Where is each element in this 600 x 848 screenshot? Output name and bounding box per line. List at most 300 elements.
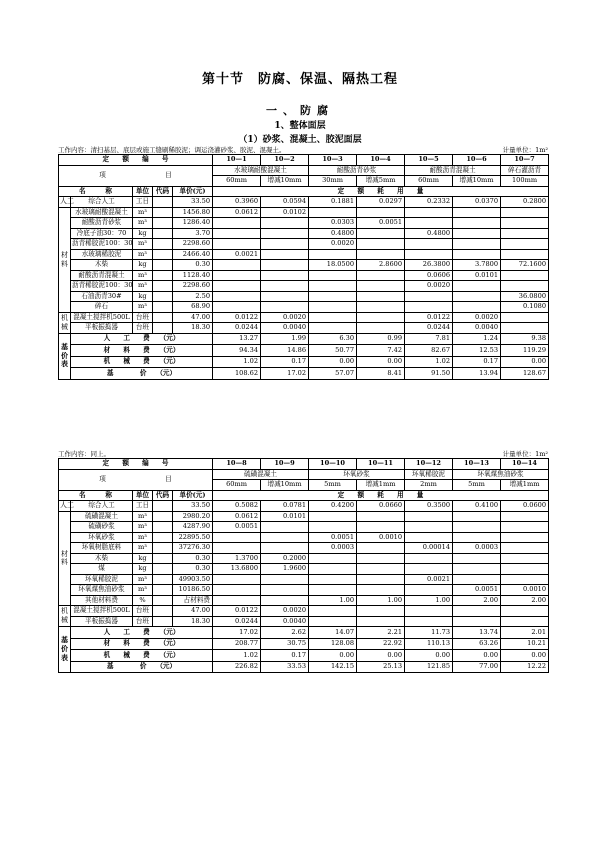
row-material: [59, 511, 549, 522]
item-group: 碎石灌沥青: [501, 165, 549, 176]
resource-price: 2466.40: [173, 249, 213, 260]
row-material: [59, 532, 549, 543]
base-value: 0.00: [309, 650, 357, 662]
consumption-value: 0.4800: [309, 228, 357, 239]
consumption-value: 0.1080: [501, 302, 549, 313]
base-value: 0.99: [357, 333, 405, 345]
consumption-value: 0.2800: [501, 197, 549, 208]
resource-name: 环氧砂浆: [71, 532, 133, 543]
header-code: 代码: [153, 186, 173, 197]
consumption-value: [213, 239, 261, 250]
base-value: 0.00: [501, 356, 549, 368]
consumption-value: [501, 606, 549, 617]
consumption-value: 0.0040: [261, 323, 309, 334]
resource-unit: m³: [133, 574, 153, 585]
consumption-value: [453, 228, 501, 239]
consumption-value: [309, 522, 357, 533]
resource-name: 沥青稀胶泥100：30: [72, 281, 133, 290]
base-value: 13.27: [213, 333, 261, 345]
consumption-value: 0.0594: [261, 197, 309, 208]
category-material: 材 料: [59, 207, 71, 312]
consumption-value: [213, 291, 261, 302]
consumption-value: [309, 207, 357, 218]
row-base-price: [59, 661, 549, 673]
consumption-value: 26.3800: [405, 260, 453, 271]
item-sub: 增减5mm: [357, 176, 405, 187]
resource-name: 环氧稀胶泥: [71, 574, 133, 585]
subtitle-anticorrosion: 一、防腐: [266, 104, 334, 117]
quota-code: 10—8: [213, 459, 261, 470]
consumption-value: [261, 585, 309, 596]
consumption-value: 0.1881: [309, 197, 357, 208]
resource-unit: 台班: [133, 606, 153, 617]
consumption-value: [261, 302, 309, 313]
row-machine: [59, 312, 549, 323]
quota-code: 10—12: [405, 459, 453, 470]
consumption-value: 0.0122: [405, 312, 453, 323]
consumption-value: 1.00: [405, 595, 453, 606]
item-sub: 5mm: [453, 480, 501, 491]
consumption-value: 2.8600: [357, 260, 405, 271]
resource-code: [153, 197, 173, 208]
consumption-value: [309, 553, 357, 564]
base-value: 2.01: [501, 627, 549, 639]
quota-code: 10—4: [357, 155, 405, 166]
base-value: 208.77: [213, 638, 261, 650]
resource-price: 2298.60: [173, 281, 213, 292]
quota-code: 10—10: [309, 459, 357, 470]
quota-table-2: [58, 458, 549, 673]
resource-code: [153, 249, 173, 260]
consumption-value: 13.6800: [213, 564, 261, 575]
consumption-value: [405, 239, 453, 250]
consumption-value: [453, 207, 501, 218]
consumption-value: 0.0600: [501, 501, 549, 512]
base-value: 108.62: [213, 368, 261, 380]
row-material: [59, 522, 549, 533]
consumption-value: 0.0101: [453, 270, 501, 281]
consumption-value: [501, 532, 549, 543]
consumption-value: [501, 270, 549, 281]
resource-price: 3.70: [173, 228, 213, 239]
item-sub: 60mm: [213, 176, 261, 187]
category-base-price: 基 价 表: [59, 333, 71, 379]
consumption-value: [261, 281, 309, 292]
consumption-value: [357, 207, 405, 218]
resource-price: 33.50: [173, 197, 213, 208]
consumption-value: 0.3960: [213, 197, 261, 208]
base-label: 材 料 费 （元）: [71, 638, 213, 650]
consumption-value: 18.0500: [309, 260, 357, 271]
resource-name: 混凝土搅拌机500L: [71, 312, 133, 323]
consumption-value: 0.0370: [453, 197, 501, 208]
consumption-value: [309, 270, 357, 281]
consumption-value: 0.0020: [405, 281, 453, 292]
header-quota-number: 定 额 编 号: [59, 155, 213, 166]
consumption-value: [309, 312, 357, 323]
row-material: [59, 207, 549, 218]
quota-code: 10—6: [453, 155, 501, 166]
quota-code: 10—14: [501, 459, 549, 470]
resource-price: 47.00: [173, 606, 213, 617]
consumption-value: 36.0800: [501, 291, 549, 302]
consumption-value: [309, 249, 357, 260]
base-value: 10.21: [501, 638, 549, 650]
consumption-value: [357, 616, 405, 627]
item-sub: 增减10mm: [453, 176, 501, 187]
consumption-value: 0.0297: [357, 197, 405, 208]
consumption-value: [309, 564, 357, 575]
resource-price: 37276.30: [173, 543, 213, 554]
item-sub: 30mm: [309, 176, 357, 187]
item-sub: 60mm: [405, 176, 453, 187]
row-material: [59, 260, 549, 271]
consumption-value: 0.2332: [405, 197, 453, 208]
subtitle-overall-surface: 1、整体面层: [274, 121, 326, 131]
consumption-value: [405, 218, 453, 229]
row-material: [59, 543, 549, 554]
consumption-value: [405, 606, 453, 617]
consumption-value: [357, 585, 405, 596]
consumption-value: [453, 218, 501, 229]
row-base-price: [59, 368, 549, 380]
base-value: 226.82: [213, 661, 261, 673]
consumption-value: [309, 291, 357, 302]
consumption-value: 1.9600: [261, 564, 309, 575]
consumption-value: [357, 302, 405, 313]
consumption-value: [357, 239, 405, 250]
subtitle-mortar-surface: （1）砂浆、混凝土、胶泥面层: [238, 135, 362, 145]
consumption-value: [501, 218, 549, 229]
header-name: 名 称: [59, 490, 133, 501]
consumption-value: [213, 228, 261, 239]
consumption-value: [309, 585, 357, 596]
resource-price: 4287.90: [173, 522, 213, 533]
resource-price: 1128.40: [173, 270, 213, 281]
consumption-value: 0.0101: [261, 511, 309, 522]
consumption-value: 1.00: [309, 595, 357, 606]
consumption-value: 1.3700: [213, 553, 261, 564]
consumption-value: [501, 574, 549, 585]
consumption-value: [309, 616, 357, 627]
consumption-value: [357, 291, 405, 302]
resource-unit: 工日: [133, 197, 153, 208]
header-unit: 单位: [133, 186, 153, 197]
row-material: [59, 239, 549, 250]
base-label: 人 工 费 （元）: [71, 627, 213, 639]
resource-price: 33.50: [173, 501, 213, 512]
resource-unit: m³: [133, 585, 153, 596]
quota-code: 10—11: [357, 459, 405, 470]
consumption-value: [261, 270, 309, 281]
consumption-value: [405, 302, 453, 313]
consumption-value: 0.0020: [453, 312, 501, 323]
row-material: [59, 553, 549, 564]
category-labor: 人工: [60, 501, 74, 510]
item-sub: 5mm: [309, 480, 357, 491]
base-value: 14.07: [309, 627, 357, 639]
consumption-value: 0.0003: [453, 543, 501, 554]
resource-code: [153, 239, 173, 250]
consumption-value: [501, 511, 549, 522]
item-sub: 增减10mm: [261, 176, 309, 187]
row-base-price: [59, 638, 549, 650]
consumption-value: [501, 616, 549, 627]
consumption-value: [501, 312, 549, 323]
resource-name: 综合人工: [71, 197, 133, 208]
resource-unit: m³: [133, 532, 153, 543]
consumption-value: [405, 207, 453, 218]
item-sub: 60mm: [213, 480, 261, 491]
consumption-value: [501, 323, 549, 334]
consumption-value: 0.0612: [213, 207, 261, 218]
consumption-value: [405, 511, 453, 522]
measure-unit: 计量单位：1m²: [502, 146, 548, 154]
consumption-value: [405, 616, 453, 627]
base-value: 0.00: [501, 650, 549, 662]
resource-price: 2298.60: [173, 239, 213, 250]
row-material: [59, 595, 549, 606]
work-content-1: [58, 145, 548, 154]
resource-unit: m³: [133, 270, 153, 281]
consumption-value: [213, 532, 261, 543]
resource-unit: kg: [133, 553, 153, 564]
item-sub: 2mm: [405, 480, 453, 491]
resource-unit: kg: [133, 228, 153, 239]
resource-name: 冷底子油30：70: [71, 228, 133, 239]
consumption-value: [453, 249, 501, 260]
item-group: 耐酸沥青砂浆: [309, 165, 405, 176]
consumption-value: [213, 281, 261, 292]
consumption-value: [309, 281, 357, 292]
row-material: [59, 281, 549, 292]
resource-code: [153, 574, 173, 585]
consumption-value: 0.0244: [405, 323, 453, 334]
consumption-value: [405, 564, 453, 575]
resource-price: 1456.80: [173, 207, 213, 218]
resource-code: [153, 260, 173, 271]
base-value: 8.41: [357, 368, 405, 380]
resource-code: [153, 543, 173, 554]
resource-price: 10186.50: [173, 585, 213, 596]
base-value: 1.02: [213, 650, 261, 662]
base-value: 128.08: [309, 638, 357, 650]
consumption-value: [213, 585, 261, 596]
consumption-value: 0.0021: [213, 249, 261, 260]
consumption-value: [213, 270, 261, 281]
resource-code: [153, 501, 173, 512]
consumption-value: [357, 606, 405, 617]
resource-code: [153, 228, 173, 239]
consumption-value: [405, 585, 453, 596]
consumption-value: [261, 522, 309, 533]
row-labor: [59, 501, 549, 512]
base-value: 11.73: [405, 627, 453, 639]
header-item: 项 目: [59, 469, 213, 490]
base-value: 17.02: [261, 368, 309, 380]
base-value: 25.13: [357, 661, 405, 673]
base-value: 1.24: [453, 333, 501, 345]
item-sub: 增减1mm: [501, 480, 549, 491]
base-value: 0.17: [453, 356, 501, 368]
resource-code: [153, 616, 173, 627]
consumption-value: 0.2000: [261, 553, 309, 564]
consumption-value: [453, 281, 501, 292]
resource-price: 0.30: [173, 564, 213, 575]
row-base-price: [59, 356, 549, 368]
resource-unit: m³: [133, 249, 153, 260]
consumption-value: 3.7800: [453, 260, 501, 271]
resource-name: 平板振捣器: [71, 323, 133, 334]
resource-code: [153, 302, 173, 313]
resource-code: [153, 532, 173, 543]
resource-unit: m³: [133, 281, 153, 292]
header-row-codes: [59, 155, 549, 166]
category-machine: 机 械: [59, 312, 71, 333]
resource-unit: kg: [133, 260, 153, 271]
resource-name: 硫磺混凝土: [71, 511, 133, 522]
consumption-value: 0.0303: [309, 218, 357, 229]
consumption-value: [261, 260, 309, 271]
consumption-value: [501, 228, 549, 239]
consumption-value: [309, 606, 357, 617]
base-value: 1.02: [405, 356, 453, 368]
consumption-value: 72.1600: [501, 260, 549, 271]
consumption-value: [453, 532, 501, 543]
consumption-value: 0.0010: [501, 585, 549, 596]
base-value: 110.13: [405, 638, 453, 650]
base-value: 7.81: [405, 333, 453, 345]
row-machine: [59, 616, 549, 627]
consumption-value: [213, 218, 261, 229]
resource-unit: %: [133, 595, 153, 606]
consumption-value: 0.00014: [405, 543, 453, 554]
consumption-value: 0.0020: [261, 606, 309, 617]
resource-unit: kg: [133, 291, 153, 302]
base-value: 0.00: [357, 356, 405, 368]
base-value: 0.00: [357, 650, 405, 662]
consumption-value: [357, 270, 405, 281]
base-value: 30.75: [261, 638, 309, 650]
resource-name: 木柴: [71, 553, 133, 564]
header-item: 项 目: [59, 165, 213, 186]
base-value: 0.17: [261, 356, 309, 368]
item-group: 环氧稀胶泥: [405, 469, 453, 480]
item-group: 环氧煤焦油砂浆: [453, 469, 549, 480]
consumption-value: 0.0102: [261, 207, 309, 218]
base-value: 0.00: [405, 650, 453, 662]
base-value: 119.29: [501, 345, 549, 357]
consumption-value: [357, 574, 405, 585]
row-material: [59, 574, 549, 585]
base-value: 6.30: [309, 333, 357, 345]
consumption-value: [213, 595, 261, 606]
consumption-value: [501, 553, 549, 564]
consumption-value: [357, 543, 405, 554]
consumption-value: 0.0021: [405, 574, 453, 585]
resource-unit: m³: [133, 218, 153, 229]
resource-unit: m³: [133, 543, 153, 554]
consumption-value: [405, 553, 453, 564]
item-sub: 增减1mm: [357, 480, 405, 491]
header-price: 单价(元): [173, 186, 213, 197]
consumption-value: 0.4200: [309, 501, 357, 512]
consumption-value: 0.0606: [405, 270, 453, 281]
base-label: 机 械 费 （元）: [71, 356, 213, 368]
item-group: 硫磺混凝土: [213, 469, 309, 480]
header-name: 名 称: [59, 186, 133, 197]
consumption-value: [357, 228, 405, 239]
header-row-names: [59, 490, 549, 501]
item-group: 耐酸沥青混凝土: [405, 165, 501, 176]
row-base-price: [59, 627, 549, 639]
consumption-value: [453, 553, 501, 564]
resource-code: [153, 595, 173, 606]
row-material: [59, 228, 549, 239]
consumption-value: [309, 511, 357, 522]
measure-unit: 计量单位：1m²: [502, 450, 548, 458]
base-value: 77.00: [453, 661, 501, 673]
base-value: 142.15: [309, 661, 357, 673]
resource-price: 18.30: [173, 323, 213, 334]
base-value: 33.53: [261, 661, 309, 673]
consumption-value: [501, 281, 549, 292]
resource-name: 混凝土搅拌机500L: [71, 606, 133, 617]
header-code: 代码: [153, 490, 173, 501]
header-row-codes: [59, 459, 549, 470]
consumption-value: [453, 291, 501, 302]
category-labor: 人工: [60, 197, 74, 206]
consumption-value: [261, 532, 309, 543]
consumption-value: [501, 207, 549, 218]
consumption-value: [357, 553, 405, 564]
category-base-price: 基 价 表: [59, 627, 71, 673]
quota-code: 10—5: [405, 155, 453, 166]
header-quota-number: 定 额 编 号: [59, 459, 213, 470]
consumption-value: [501, 564, 549, 575]
base-value: 7.42: [357, 345, 405, 357]
base-value: 94.34: [213, 345, 261, 357]
resource-name: 环氧煤焦油砂浆: [71, 585, 133, 596]
consumption-value: 0.0244: [213, 616, 261, 627]
resource-price: 68.90: [173, 302, 213, 313]
base-value: 12.22: [501, 661, 549, 673]
base-value: 1.99: [261, 333, 309, 345]
consumption-value: [357, 522, 405, 533]
consumption-value: [261, 239, 309, 250]
base-value: 17.02: [213, 627, 261, 639]
resource-price: 0.30: [173, 260, 213, 271]
header-row-groups: [59, 165, 549, 176]
row-material: [59, 585, 549, 596]
resource-code: [153, 511, 173, 522]
quota-code: 10—13: [453, 459, 501, 470]
base-value: 12.53: [453, 345, 501, 357]
resource-unit: m³: [133, 302, 153, 313]
consumption-value: [261, 249, 309, 260]
resource-price: 2980.20: [173, 511, 213, 522]
consumption-value: [501, 522, 549, 533]
consumption-value: 0.0020: [261, 312, 309, 323]
consumption-value: 0.0244: [213, 323, 261, 334]
resource-name: 耐酸沥青混凝土: [71, 270, 133, 281]
quota-code: 10—3: [309, 155, 357, 166]
quota-code: 10—1: [213, 155, 261, 166]
row-machine: [59, 323, 549, 334]
base-value: 2.21: [357, 627, 405, 639]
resource-code: [153, 312, 173, 323]
consumption-value: 0.0051: [213, 522, 261, 533]
